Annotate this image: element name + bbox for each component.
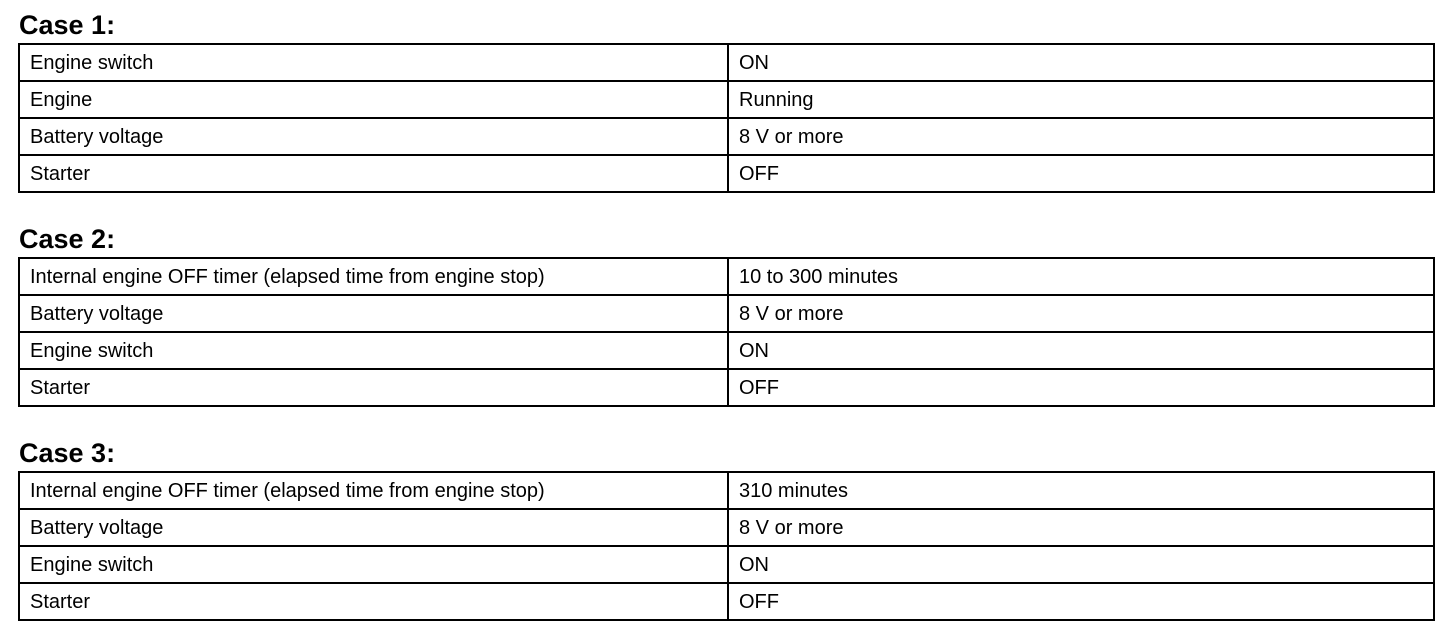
table-row (19, 118, 1434, 155)
condition-value: ON (728, 546, 1434, 583)
condition-label: Starter (19, 155, 728, 192)
condition-value: OFF (728, 583, 1434, 620)
case-1-table (18, 43, 1435, 193)
condition-value: Running (728, 81, 1434, 118)
table-row (19, 258, 1434, 295)
condition-value: ON (728, 44, 1434, 81)
condition-label: Battery voltage (19, 509, 728, 546)
condition-value: 10 to 300 minutes (728, 258, 1434, 295)
case-2-heading: Case 2: (19, 224, 116, 254)
condition-label: Internal engine OFF timer (elapsed time from engine stop) (19, 472, 728, 509)
condition-value: OFF (728, 369, 1434, 406)
condition-label: Internal engine OFF timer (elapsed time from engine stop) (19, 258, 728, 295)
condition-value: ON (728, 332, 1434, 369)
table-row (19, 155, 1434, 192)
table-row (19, 44, 1434, 81)
condition-value: 310 minutes (728, 472, 1434, 509)
case-3-table (18, 471, 1435, 621)
table-row (19, 295, 1434, 332)
condition-label: Starter (19, 369, 728, 406)
case-3-heading: Case 3: (19, 438, 116, 468)
condition-value: 8 V or more (728, 295, 1434, 332)
table-row (19, 369, 1434, 406)
case-1-heading: Case 1: (19, 10, 116, 40)
condition-label: Engine (19, 81, 728, 118)
table-row (19, 509, 1434, 546)
condition-value: 8 V or more (728, 118, 1434, 155)
condition-label: Starter (19, 583, 728, 620)
table-row (19, 81, 1434, 118)
condition-label: Engine switch (19, 546, 728, 583)
table-row (19, 472, 1434, 509)
condition-label: Engine switch (19, 332, 728, 369)
table-row (19, 332, 1434, 369)
condition-label: Engine switch (19, 44, 728, 81)
case-2-table (18, 257, 1435, 407)
condition-label: Battery voltage (19, 118, 728, 155)
table-row (19, 583, 1434, 620)
condition-label: Battery voltage (19, 295, 728, 332)
condition-value: OFF (728, 155, 1434, 192)
condition-value: 8 V or more (728, 509, 1434, 546)
table-row (19, 546, 1434, 583)
